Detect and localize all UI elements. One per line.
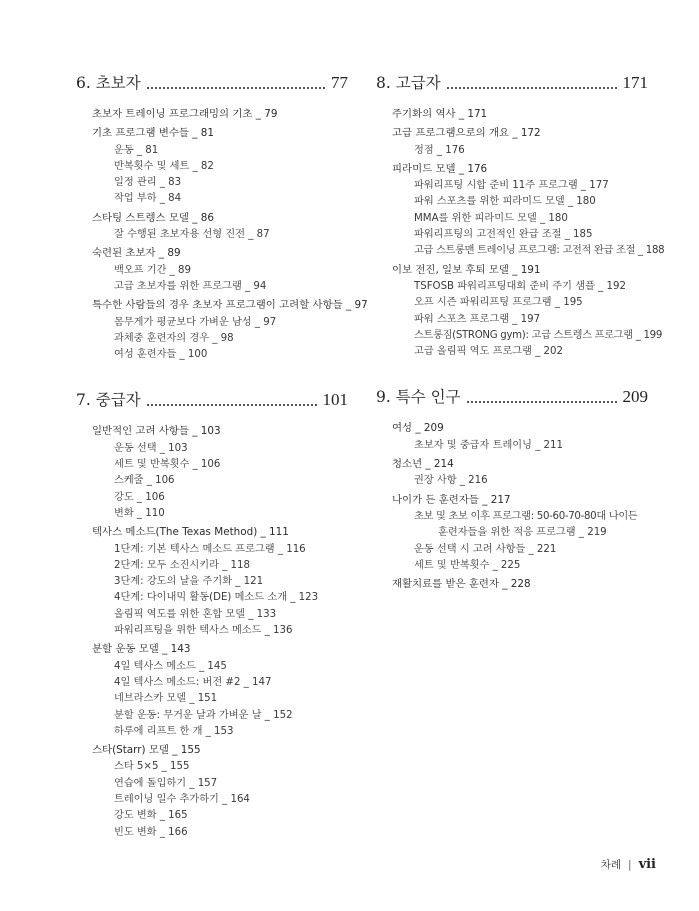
- toc-section: 기초 프로그램 변수들 _ 81: [92, 127, 214, 140]
- toc-subsection: 반복횟수 및 세트 _ 82: [114, 160, 214, 172]
- toc-subsection: 권장 사항 _ 216: [414, 475, 488, 487]
- footer-page-number: vii: [638, 857, 656, 872]
- toc-subsection: MMA를 위한 피라미드 모델 _ 180: [414, 212, 568, 224]
- toc-subsection: 스타 5×5 _ 155: [114, 761, 190, 773]
- toc-subsection: 고급 초보자를 위한 프로그램 _ 94: [114, 280, 267, 292]
- toc-section: 주기화의 역사 _ 171: [392, 108, 488, 120]
- toc-section: 이보 전진, 일보 후퇴 모델 _ 191: [392, 263, 541, 276]
- toc-subsection: 파워 스포츠 프로그램 _ 197: [414, 313, 541, 325]
- toc-section: 초보자 트레이닝 프로그래밍의 기초 _ 79: [92, 108, 278, 120]
- chapter-page: 77: [325, 72, 348, 94]
- toc-section: 특수한 사람들의 경우 초보자 프로그램이 고려할 사항들 _ 97: [92, 299, 368, 312]
- toc-subsection: 4일 텍사스 메소드 _ 145: [114, 660, 227, 672]
- toc-subsection: 4단계: 다이내믹 활동(DE) 메소드 소개 _ 123: [114, 592, 319, 604]
- toc-subsection: 고급 올림픽 역도 프로그램 _ 202: [414, 346, 563, 358]
- toc-section: 숙련된 초보자 _ 89: [92, 247, 181, 260]
- page-footer: [601, 857, 656, 872]
- toc-subsection: 정점 _ 176: [414, 144, 465, 156]
- toc-subsection: 운동 선택 _ 103: [114, 442, 188, 454]
- toc-subsection: 스트롱짐(STRONG gym): 고급 스트렝스 프로그램 _ 199: [414, 329, 663, 341]
- toc-subsection: 파워리프팅 시합 준비 11주 프로그램 _ 177: [414, 180, 609, 192]
- toc-subsection: 오프 시즌 파워리프팅 프로그램 _ 195: [414, 297, 583, 309]
- chapter-page: 171: [617, 72, 649, 94]
- toc-section: 스타팅 스트렝스 모델 _ 86: [92, 211, 214, 224]
- toc-subsection: TSFOSB 파워리프팅대회 준비 주기 샘플 _ 192: [414, 280, 626, 292]
- chapter-title: 8. 고급자: [376, 72, 447, 94]
- toc-subsection: 세트 및 반복횟수 _ 225: [414, 559, 521, 571]
- toc-subsection: 빈도 변화 _ 166: [114, 826, 188, 838]
- toc-subsection: 몸무게가 평균보다 가벼운 남성 _ 97: [114, 316, 277, 328]
- toc-subsection: 파워리프팅을 위한 텍사스 메소드 _ 136: [114, 625, 293, 637]
- toc-subsection: 초보자 및 중급자 트레이닝 _ 211: [414, 439, 563, 451]
- toc-subsection: 고급 스트롱맨 트레이닝 프로그램: 고전적 완급 조절 _ 188: [414, 245, 665, 257]
- toc-subsection: 트레이닝 일수 추가하기 _ 164: [114, 793, 250, 805]
- toc-subsection: 작업 부하 _ 84: [114, 193, 182, 205]
- toc-subsection: 변화 _ 110: [114, 507, 165, 519]
- toc-section: 나이가 든 훈련자들 _ 217: [392, 493, 511, 506]
- toc-right-column: [376, 72, 665, 593]
- chapter-6-heading: [76, 72, 348, 98]
- chapter-8-heading: [376, 72, 648, 98]
- toc-subsection: 파워 스포츠를 위한 피라미드 모델 _ 180: [414, 196, 596, 208]
- toc-subsection: 과체중 훈련자의 경우 _ 98: [114, 332, 234, 344]
- chapter-title: 6. 초보자: [76, 72, 147, 94]
- toc-section: 여성 _ 209: [392, 422, 444, 435]
- toc-subsection: 하루에 리프트 한 개 _ 153: [114, 725, 234, 737]
- toc-section: 고급 프로그램으로의 개요 _ 172: [392, 127, 541, 140]
- toc-section: 일반적인 고려 사항들 _ 103: [92, 425, 221, 438]
- toc-section: 청소년 _ 214: [392, 458, 454, 471]
- toc-subsection: 1단계: 기본 텍사스 메소드 프로그램 _ 116: [114, 543, 306, 555]
- toc-section: 피라미드 모델 _ 176: [392, 162, 488, 175]
- toc-subsection: 강도 _ 106: [114, 491, 165, 503]
- toc-subsection-continued: 훈련자들을 위한 적응 프로그램 _ 219: [438, 527, 607, 539]
- toc-section: 스타(Starr) 모델 _ 155: [92, 744, 201, 757]
- toc-subsection: 4일 텍사스 메소드: 버전 #2 _ 147: [114, 676, 272, 688]
- toc-subsection: 일정 관리 _ 83: [114, 177, 182, 189]
- toc-subsection: 스케줄 _ 106: [114, 475, 175, 487]
- chapter-title: 7. 중급자: [76, 389, 147, 411]
- toc-subsection: 연습에 돌입하기 _ 157: [114, 777, 218, 789]
- toc-subsection: 잘 수행된 초보자용 선형 진전 _ 87: [114, 229, 270, 241]
- toc-left-column: [76, 72, 368, 841]
- toc-subsection: 네브라스카 모델 _ 151: [114, 693, 218, 705]
- toc-section: 분할 운동 모델 _ 143: [92, 643, 191, 656]
- chapter-7-heading: [76, 389, 348, 415]
- chapter-page: 209: [617, 386, 649, 408]
- toc-subsection: 2단계: 모두 소진시키라 _ 118: [114, 559, 250, 571]
- chapter-title: 9. 특수 인구: [376, 386, 467, 408]
- toc-subsection: 운동 선택 시 고려 사항들 _ 221: [414, 543, 557, 555]
- chapter-9-heading: [376, 386, 648, 412]
- toc-subsection: 분할 운동: 무거운 날과 가벼운 날 _ 152: [114, 709, 293, 721]
- footer-label: 차례: [600, 859, 622, 871]
- toc-subsection: 3단계: 강도의 날을 주기화 _ 121: [114, 576, 264, 588]
- toc-subsection: 올림픽 역도를 위한 혼합 모델 _ 133: [114, 608, 277, 620]
- toc-subsection: 초보 및 초보 이후 프로그램: 50-60-70-80대 나이든: [414, 510, 638, 522]
- toc-section: 재활치료를 받은 훈련자 _ 228: [392, 578, 531, 591]
- toc-section: 텍사스 메소드(The Texas Method) _ 111: [92, 526, 289, 539]
- chapter-page: 101: [317, 389, 349, 411]
- toc-subsection: 세트 및 반복횟수 _ 106: [114, 459, 221, 471]
- toc-subsection: 운동 _ 81: [114, 144, 159, 156]
- toc-subsection: 파워리프팅의 고전적인 완급 조절 _ 185: [414, 229, 593, 241]
- footer-divider: |: [628, 859, 632, 871]
- toc-subsection: 강도 변화 _ 165: [114, 810, 188, 822]
- toc-subsection: 여성 훈련자들 _ 100: [114, 349, 208, 361]
- toc-subsection: 백오프 기간 _ 89: [114, 264, 191, 276]
